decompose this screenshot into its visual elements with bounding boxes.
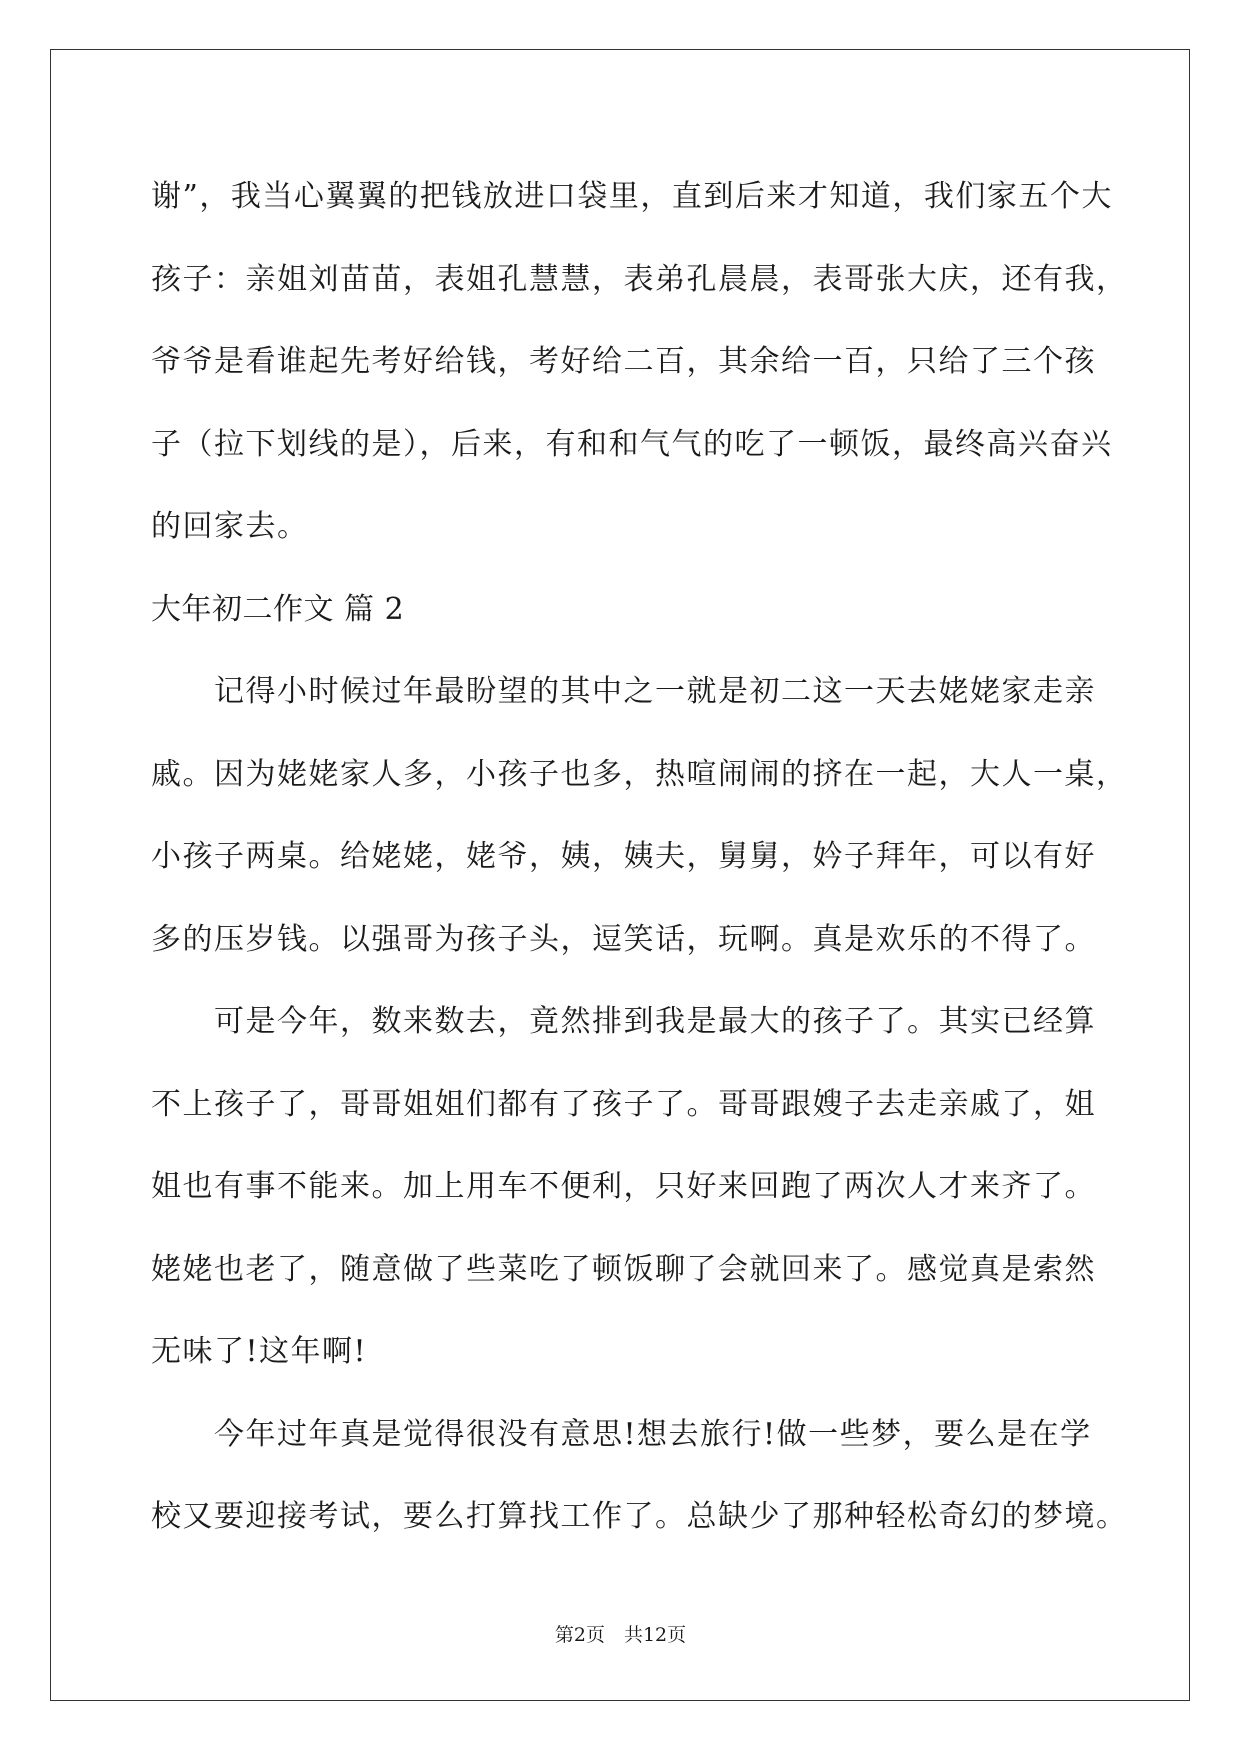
text-line: 校又要迎接考试，要么打算找工作了。总缺少了那种轻松奇幻的梦境。 <box>151 1499 1128 1534</box>
text-line: 小孩子两桌。给姥姥，姥爷，姨，姨夫，舅舅，妗子拜年，可以有好 <box>151 839 1096 874</box>
text-line: 记得小时候过年最盼望的其中之一就是初二这一天去姥姥家走亲 <box>151 674 1096 709</box>
document-body <box>151 156 1128 1559</box>
text-line: 姥姥也老了，随意做了些菜吃了顿饭聊了会就回来了。感觉真是索然 <box>151 1251 1096 1287</box>
text-line: 孩子：亲姐刘苗苗，表姐孔慧慧，表弟孔晨晨，表哥张大庆，还有我， <box>151 261 1128 297</box>
text-line: 多的压岁钱。以强哥为孩子头，逗笑话，玩啊。真是欢乐的不得了。 <box>151 921 1096 957</box>
text-line: 姐也有事不能来。加上用车不便利，只好来回跑了两次人才来齐了。 <box>151 1169 1096 1204</box>
section-heading: 大年初二作文 篇 2 <box>151 591 405 627</box>
text-line: 无味了!这年啊! <box>151 1334 368 1369</box>
text-line: 的回家去。 <box>151 509 309 544</box>
text-line: 爷爷是看谁起先考好给钱，考好给二百，其余给一百，只给了三个孩 <box>151 344 1096 379</box>
text-line: 谢”，我当心翼翼的把钱放进口袋里，直到后来才知道，我们家五个大 <box>151 179 1113 214</box>
text-line: 不上孩子了，哥哥姐姐们都有了孩子了。哥哥跟嫂子去走亲戚了，姐 <box>151 1086 1096 1122</box>
text-line: 可是今年，数来数去，竟然排到我是最大的孩子了。其实已经算 <box>151 1004 1096 1039</box>
page-number: 第2页 共12页 <box>554 1624 687 1646</box>
text-line: 子（拉下划线的是），后来，有和和气气的吃了一顿饭，最终高兴奋兴 <box>151 426 1113 462</box>
text-line: 戚。因为姥姥家人多，小孩子也多，热喧闹闹的挤在一起，大人一桌， <box>151 756 1128 792</box>
text-line: 今年过年真是觉得很没有意思!想去旅行!做一些梦，要么是在学 <box>151 1416 1092 1452</box>
